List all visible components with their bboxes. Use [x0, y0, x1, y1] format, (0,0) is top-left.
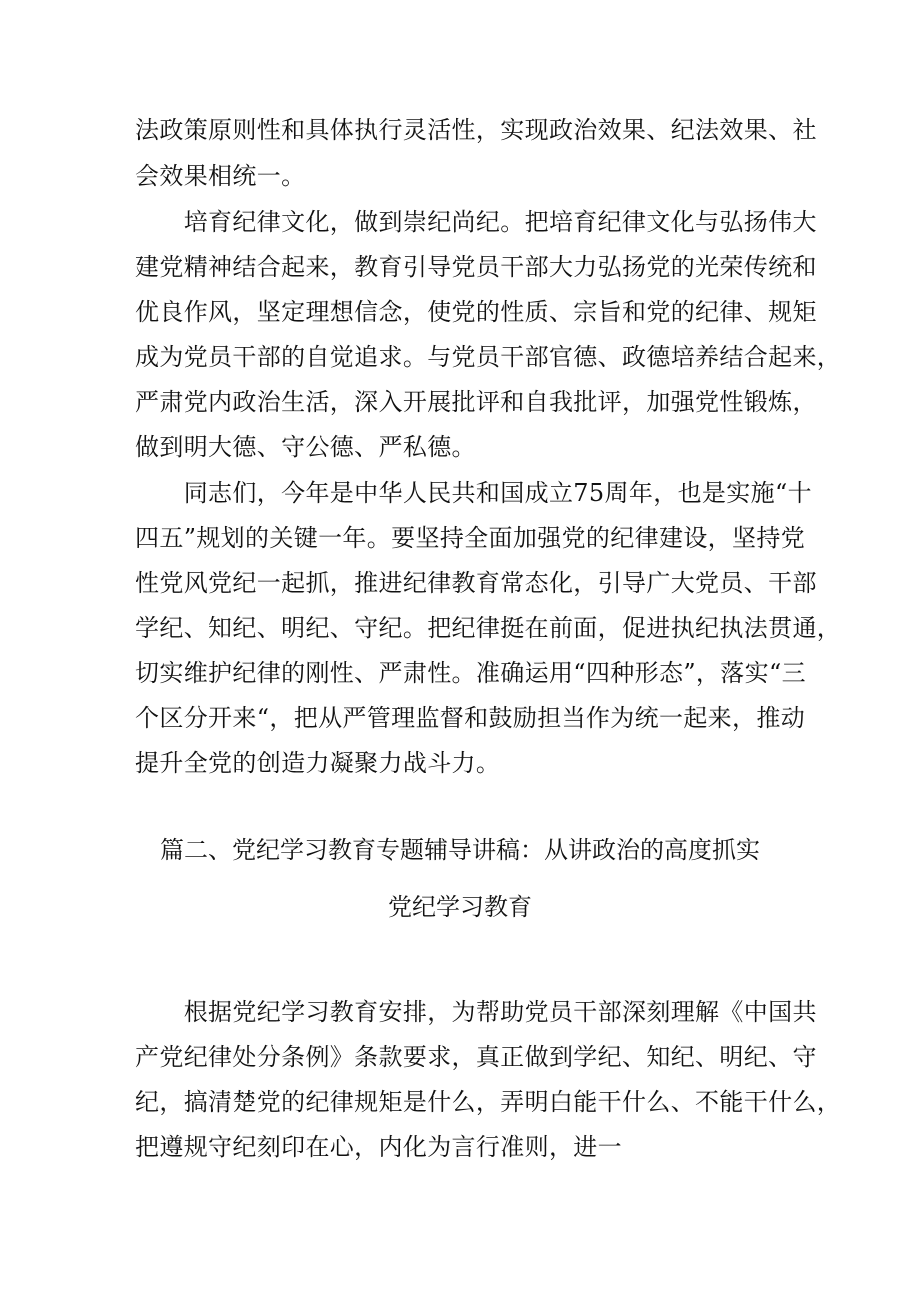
- paragraph-2-line-2: 建党精神结合起来，教育引导党员干部大力弘扬党的光荣传统和: [135, 253, 817, 281]
- paragraph-2-line-5: 严肃党内政治生活，深入开展批评和自我批评，加强党性锻炼，: [135, 388, 817, 416]
- paragraph-3-line-2: 四五”规划的关键一年。要坚持全面加强党的纪律建设，坚持党: [135, 524, 806, 552]
- paragraph-2-line-6: 做到明大德、守公德、严私德。: [135, 433, 476, 461]
- paragraph-2-line-3: 优良作风，坚定理想信念，使党的性质、宗旨和党的纪律、规矩: [135, 298, 817, 326]
- section-heading-line-2: 党纪学习教育: [388, 893, 532, 921]
- paragraph-3-line-1: 同志们，今年是中华人民共和国成立75周年，也是实施“十: [135, 479, 812, 507]
- paragraph-3-line-4: 学纪、知纪、明纪、守纪。把纪律挺在前面，促进执纪执法贯通，: [135, 614, 842, 642]
- closing-paragraph-line-4: 把遵规守纪刻印在心，内化为言行准则，进一: [135, 1133, 622, 1161]
- closing-paragraph-line-1: 根据党纪学习教育安排，为帮助党员干部深刻理解《中国共: [135, 998, 817, 1026]
- paragraph-1-line-1: 法政策原则性和具体执行灵活性，实现政治效果、纪法效果、社: [135, 116, 817, 144]
- paragraph-3-line-7: 提升全党的创造力凝聚力战斗力。: [135, 749, 501, 777]
- paragraph-1-line-2: 会效果相统一。: [135, 162, 306, 190]
- paragraph-3-line-5: 切实维护纪律的刚性、严肃性。准确运用“四种形态”，落实“三: [135, 659, 806, 687]
- paragraph-2-line-1: 培育纪律文化，做到崇纪尚纪。把培育纪律文化与弘扬伟大: [135, 208, 817, 236]
- paragraph-2-line-4: 成为党员干部的自觉追求。与党员干部官德、政德培养结合起来，: [135, 343, 842, 371]
- paragraph-3-line-6: 个区分开来“，把从严管理监督和鼓励担当作为统一起来，推动: [135, 704, 806, 732]
- closing-paragraph-line-2: 产党纪律处分条例》条款要求，真正做到学纪、知纪、明纪、守: [135, 1043, 817, 1071]
- closing-paragraph-line-3: 纪，搞清楚党的纪律规矩是什么，弄明白能干什么、不能干什么，: [135, 1088, 842, 1116]
- section-heading-line-1: 篇二、党纪学习教育专题辅导讲稿：从讲政治的高度抓实: [160, 836, 760, 864]
- paragraph-3-line-3: 性党风党纪一起抓，推进纪律教育常态化，引导广大党员、干部: [135, 569, 817, 597]
